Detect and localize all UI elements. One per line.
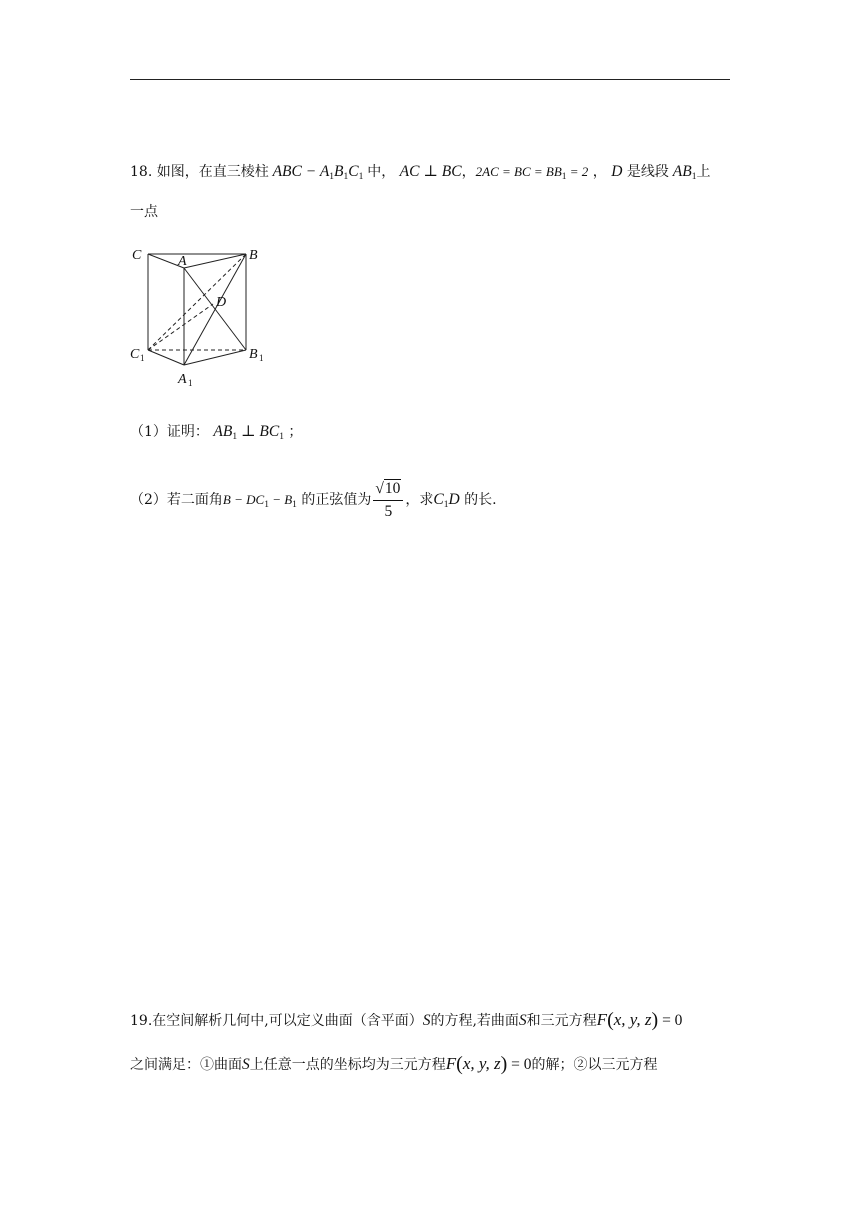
point-d: D [611,163,623,180]
edge-c1b [148,254,246,350]
label-c: C [132,248,142,263]
label-a: A [178,254,187,269]
q18-part-2: （2）若二面角$B - DC_1 - B_1$ 的正弦值为 $\frac{√10}{5}$ ，求$C_1D$ 的长. [130,479,497,520]
label-b1: B [249,347,258,362]
edge-c1a1 [148,350,184,365]
perp-condition: AC ⊥ BC [399,163,462,180]
label-a1: A [178,372,187,387]
q19-line-1: 19.在空间解析几何中,可以定义曲面（含平面）S的方程,若曲面S和三元方程F(x, y, z) = 0 [130,1009,683,1031]
dihedral-angle: $B - DC_1 - B_1$ [222,492,297,510]
segment-c1d: $C_1D$ [433,491,460,510]
svg-text:1: 1 [140,353,145,363]
edge-c1d [148,304,213,350]
label-b: B [249,248,258,263]
q18-part-1: （1）证明： $AB_1$ ⊥ $BC_1$ ； [130,423,303,442]
q18-line-2: 一点 [130,204,158,220]
surface-s: S [422,1012,431,1029]
prism-name: ABC − $A_1B_1C_1$ [272,163,364,182]
svg-text:1: 1 [188,378,193,388]
q18-zh: 中， [367,164,396,180]
segment-ab1: $AB_1$ [672,163,697,182]
equation-f: F(x, y, z) = 0 [596,1009,683,1031]
part1-expr: $AB_1$ ⊥ $BC_1$ [213,423,284,442]
q18-line-1: 18. 如图，在直三棱柱 ABC − $A_1B_1C_1$ 中， AC ⊥ BC，2AC = BC = $BB_1 = 2$ ， D 是线段 $AB_1$上 [130,163,711,182]
edge-a1b [184,254,246,365]
label-c1: C [130,347,140,362]
q18-intro: 18. 如图，在直三棱柱 [130,164,269,180]
edge-ab [184,254,246,268]
sine-value: $\frac{√10}{5}$ [373,479,403,522]
svg-text:1: 1 [259,353,264,363]
label-d: D [216,295,227,310]
q19-line-2: 之间满足：①曲面S上任意一点的坐标均为三元方程F(x, y, z) = 0的解；②以三元方程 [130,1053,658,1075]
equation-f-2: F(x, y, z) = 0 [445,1053,532,1075]
header-rule [130,79,730,80]
edge-a1b1 [184,350,246,365]
prism-figure [128,240,278,390]
length-condition: 2AC = BC = $BB_1 = 2$ [475,164,589,182]
